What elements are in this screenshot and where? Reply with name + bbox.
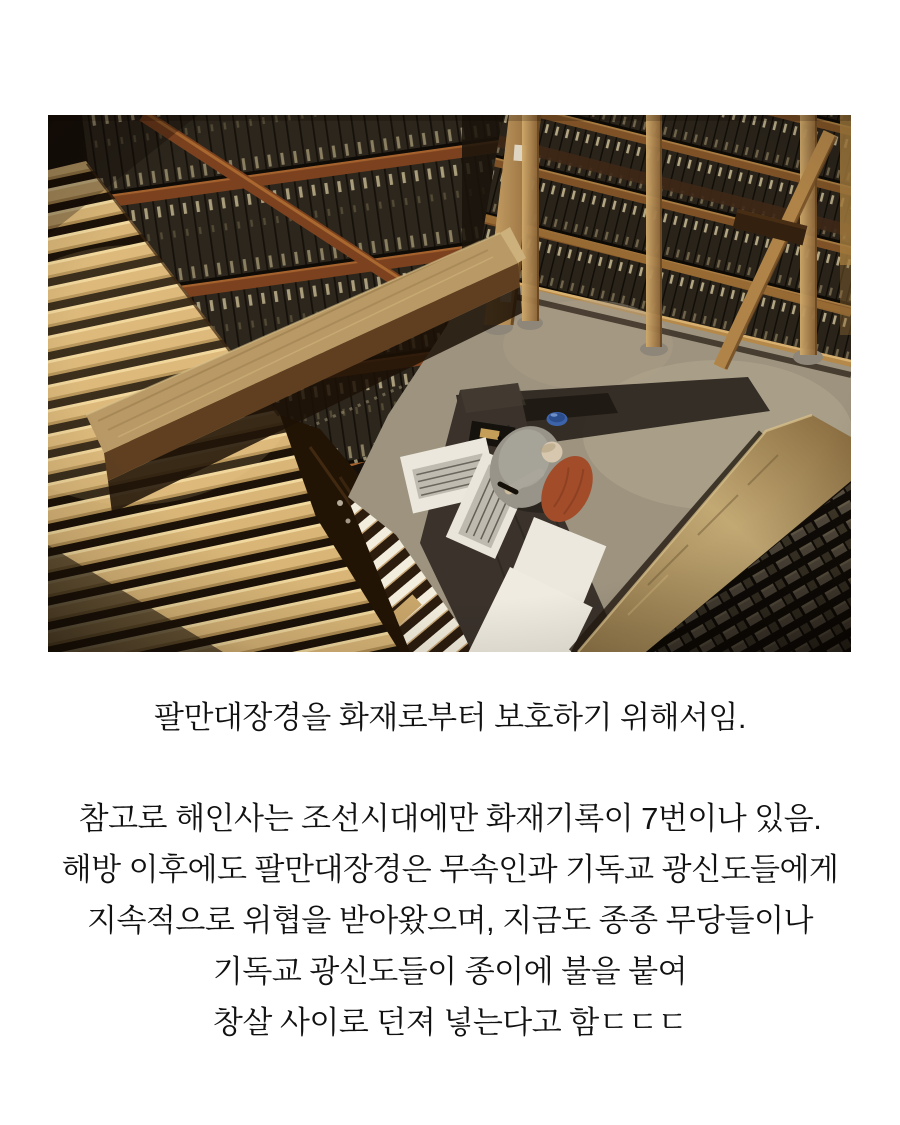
caption-text <box>0 692 900 1048</box>
caption-line-4: 지속적으로 위협을 받아왔으며, 지금도 종종 무당들이나 <box>87 903 813 938</box>
caption-line-2: 참고로 해인사는 조선시대에만 화재기록이 7번이나 있음. <box>78 801 822 836</box>
photo-illustration <box>48 115 851 652</box>
caption-line-5: 기독교 광신도들이 종이에 불을 붙여 <box>212 954 688 989</box>
caption-line-6: 창살 사이로 던져 넣는다고 함ㄷㄷㄷ <box>212 1005 688 1040</box>
caption-line-1: 팔만대장경을 화재로부터 보호하기 위해서임. <box>154 700 746 735</box>
top-edge-shadow <box>48 115 851 121</box>
caption-line-3: 해방 이후에도 팔만대장경은 무속인과 기독교 광신도들에게 <box>61 852 839 887</box>
photo-tripitaka-depository <box>48 115 851 652</box>
vignette-overlay <box>48 115 851 652</box>
caption-paragraph-2 <box>0 793 900 1048</box>
